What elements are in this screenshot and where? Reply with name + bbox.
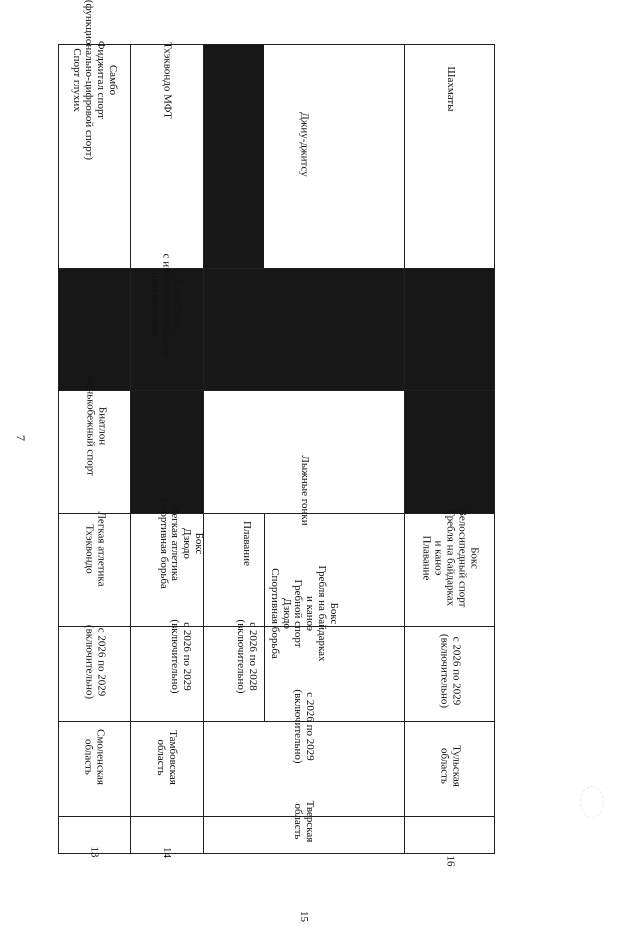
winter-sports-row-15: Лыжные гонки <box>299 455 312 526</box>
column-separator-other-adaptive <box>58 268 495 269</box>
period-row-16: с 2026 по 2029 (включительно) <box>438 633 463 709</box>
summer-sports-row-13: Легкая атлетика Тхэквондо <box>83 511 108 587</box>
row-number-14: 14 <box>161 847 174 858</box>
period-row-14-first: с 2026 по 2029 (включительно) <box>169 619 194 694</box>
period-row-15: с 2026 по 2029 (включительно) <box>292 689 317 764</box>
summer-sports-row-14-first: Бокс Дзюдо Легкая атлетика Спортивная борьба <box>157 498 206 589</box>
winter-sports-row-13: Биатлон Конькобежный спорт <box>84 376 109 476</box>
row-number-16: 16 <box>444 855 457 867</box>
period-row-13: с 2026 по 2029 (включительно) <box>83 624 108 700</box>
region-tambov: Тамбовская область <box>155 730 180 785</box>
region-tver: Тверская область <box>292 800 317 843</box>
blackout-block-row14-15-adaptive <box>203 268 494 390</box>
region-tula: Тульская область <box>438 745 463 787</box>
summer-sports-row-14-second: Плавание <box>241 521 254 566</box>
other-sports-row-13: Самбо Фиджитал спорт (функционально-цифровой спорт) Спорт глухих <box>71 0 119 161</box>
period-row-14-second: с 2026 по 2028 (включительно) <box>235 619 260 694</box>
other-sports-row-16: Шахматы <box>444 66 457 112</box>
row-number-13: 13 <box>88 846 101 858</box>
adaptive-sports-row-14: Спорт лиц с интеллектуальными нарушениями <box>149 253 185 356</box>
row-number-15: 15 <box>298 911 311 922</box>
other-sports-row-15: Джиу-джитсу <box>298 112 311 177</box>
other-sports-row-14: Тхэквондо МФТ <box>161 42 174 119</box>
summer-sports-row-15: Бокс Гребля на байдарках и каноэ Гребной спорт Дзюдо Спортивная борьба <box>268 565 341 662</box>
summer-sports-row-16: Бокс Велосипедный спорт Гребля на байдарках и каноэ Плавание <box>420 508 481 608</box>
blackout-block-row16-winter <box>404 390 494 513</box>
region-smolensk: Смоленская область <box>82 729 107 785</box>
page-number: 7 <box>14 435 28 441</box>
scan-artifact <box>580 786 604 818</box>
